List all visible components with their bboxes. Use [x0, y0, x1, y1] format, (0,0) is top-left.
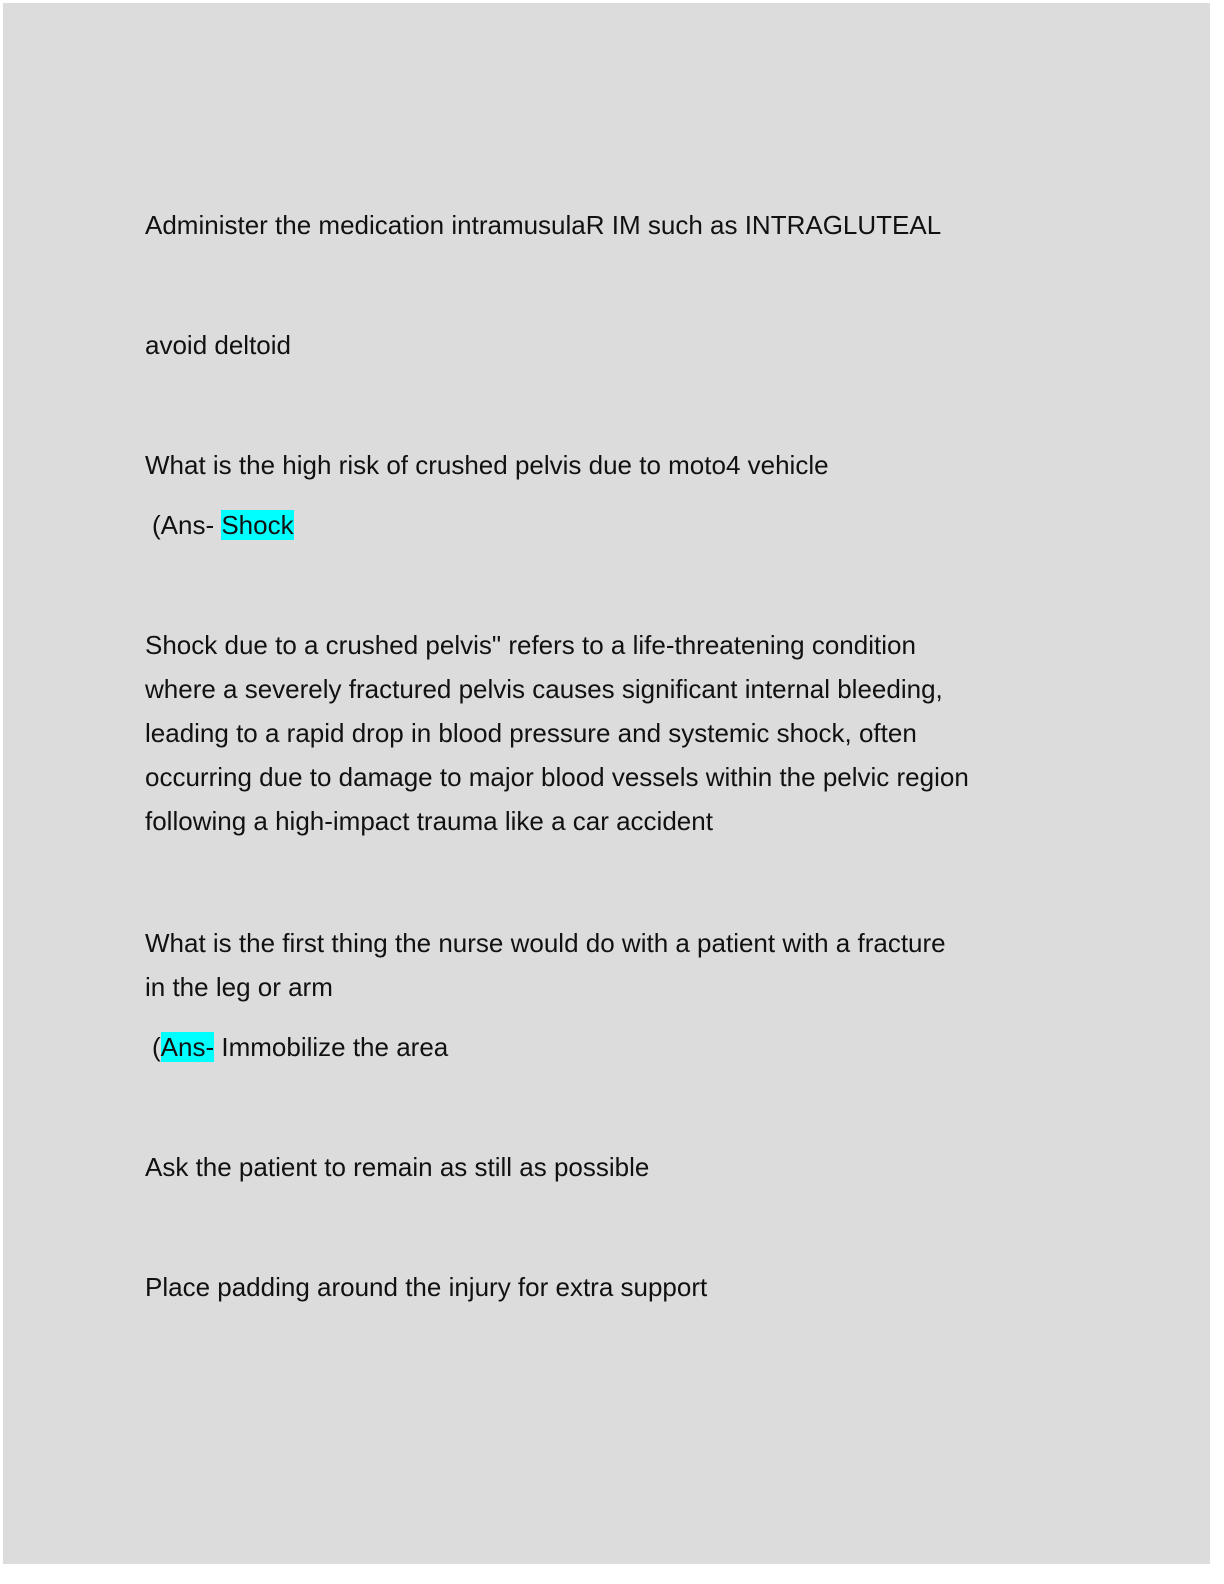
explanation-line: occurring due to damage to major blood vessels within the pelvic region — [145, 762, 969, 792]
highlighted-answer: Shock — [221, 510, 294, 540]
explanation-line: Shock due to a crushed pelvis" refers to a life-threatening condition — [145, 630, 916, 660]
explanation-line: following a high-impact trauma like a car accident — [145, 806, 713, 836]
answer-prefix: (Ans- — [152, 510, 222, 540]
instruction-line: Administer the medication intramusulaR IM such as INTRAGLUTEAL — [145, 210, 942, 240]
explanation-line: where a severely fractured pelvis causes significant internal bleeding, — [145, 674, 943, 704]
remain-still-line: Ask the patient to remain as still as possible — [145, 1152, 650, 1182]
padding-line: Place padding around the injury for extra support — [145, 1272, 708, 1302]
answer-shock — [152, 503, 294, 547]
highlighted-ans-label: Ans- — [160, 1032, 215, 1062]
avoid-deltoid-line: avoid deltoid — [145, 330, 291, 360]
answer-immobilize — [152, 1025, 448, 1069]
question-crushed-pelvis: What is the high risk of crushed pelvis due to moto4 vehicle — [145, 450, 829, 480]
question-line: in the leg or arm — [145, 972, 333, 1002]
document-page — [3, 3, 1210, 1564]
question-line: What is the first thing the nurse would do with a patient with a fracture — [145, 928, 946, 958]
answer-text: Immobilize the area — [214, 1032, 449, 1062]
answer-paren: ( — [152, 1032, 161, 1062]
question-fracture — [145, 921, 1085, 1009]
shock-explanation — [145, 623, 1085, 843]
explanation-line: leading to a rapid drop in blood pressure and systemic shock, often — [145, 718, 917, 748]
